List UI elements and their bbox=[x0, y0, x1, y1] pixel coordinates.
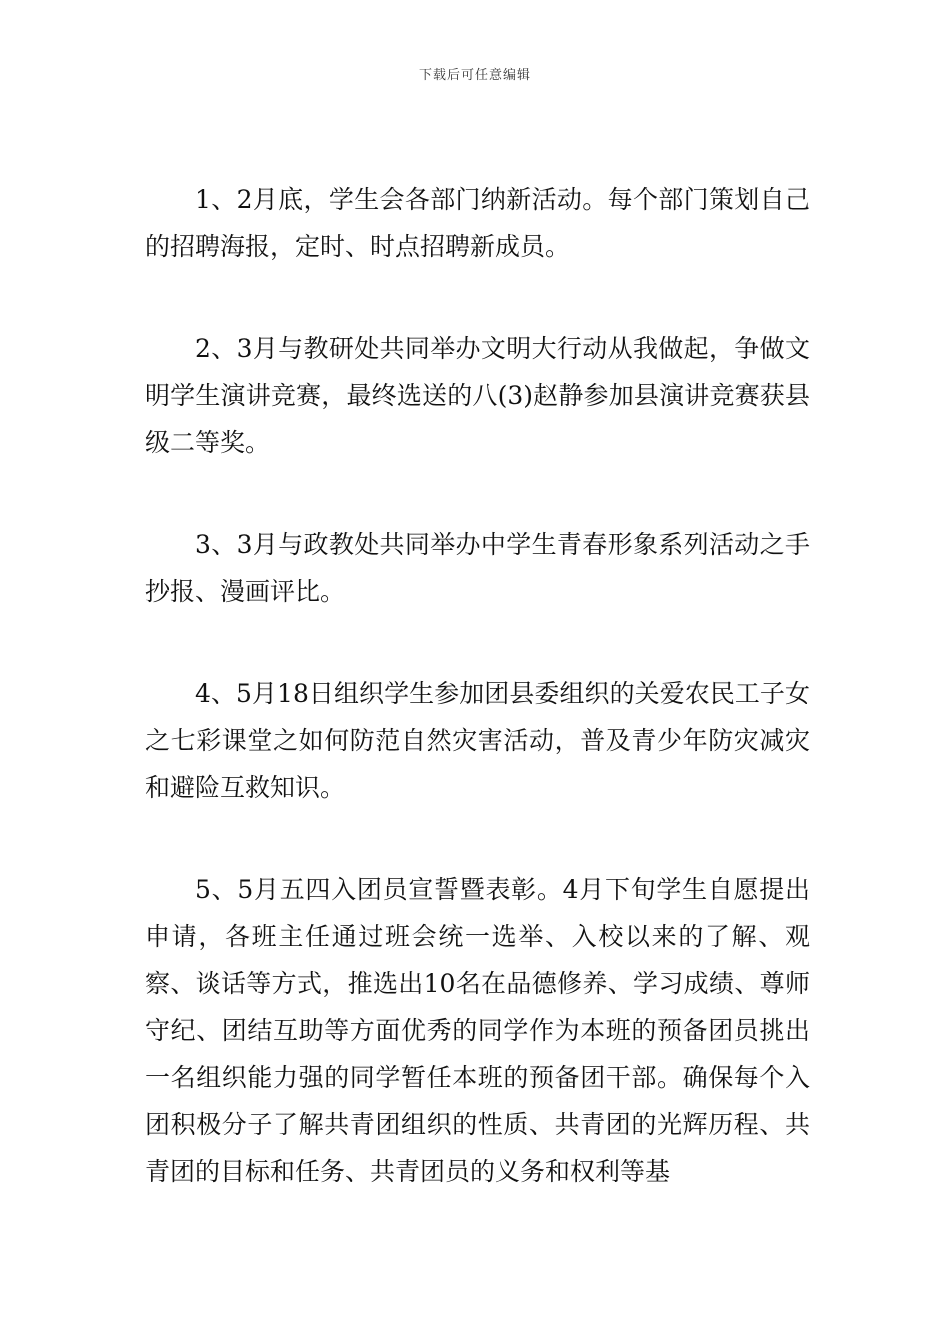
paragraph-4: 4、5月18日组织学生参加团县委组织的关爱农民工子女之七彩课堂之如何防范自然灾害活动，普及青少年防灾减灾和避险互救知识。 bbox=[145, 679, 810, 802]
document-body bbox=[145, 176, 810, 1250]
paragraph-5: 5、5月五四入团员宣誓暨表彰。4月下旬学生自愿提出申请，各班主任通过班会统一选举、入校以来的了解、观察、谈话等方式，推选出10名在品德修养、学习成绩、尊师守纪、团结互助等方面优秀的同学作为本班的预备团员挑出一名组织能力强的同学暂任本班的预备团干部。确保每个入团积极分子了解共青团组织的性质、共青团的光辉历程、共青团的目标和任务、共青团员的义务和权利等基 bbox=[145, 875, 810, 1186]
paragraph-1: 1、2月底，学生会各部门纳新活动。每个部门策划自己的招聘海报，定时、时点招聘新成员。 bbox=[145, 185, 810, 261]
paragraph-3: 3、3月与政教处共同举办中学生青春形象系列活动之手抄报、漫画评比。 bbox=[145, 530, 810, 606]
page-header-note: 下载后可任意编辑 bbox=[418, 68, 531, 83]
paragraph-2: 2、3月与教研处共同举办文明大行动从我做起，争做文明学生演讲竞赛，最终选送的八(3)赵静参加县演讲竞赛获县级二等奖。 bbox=[145, 334, 810, 457]
